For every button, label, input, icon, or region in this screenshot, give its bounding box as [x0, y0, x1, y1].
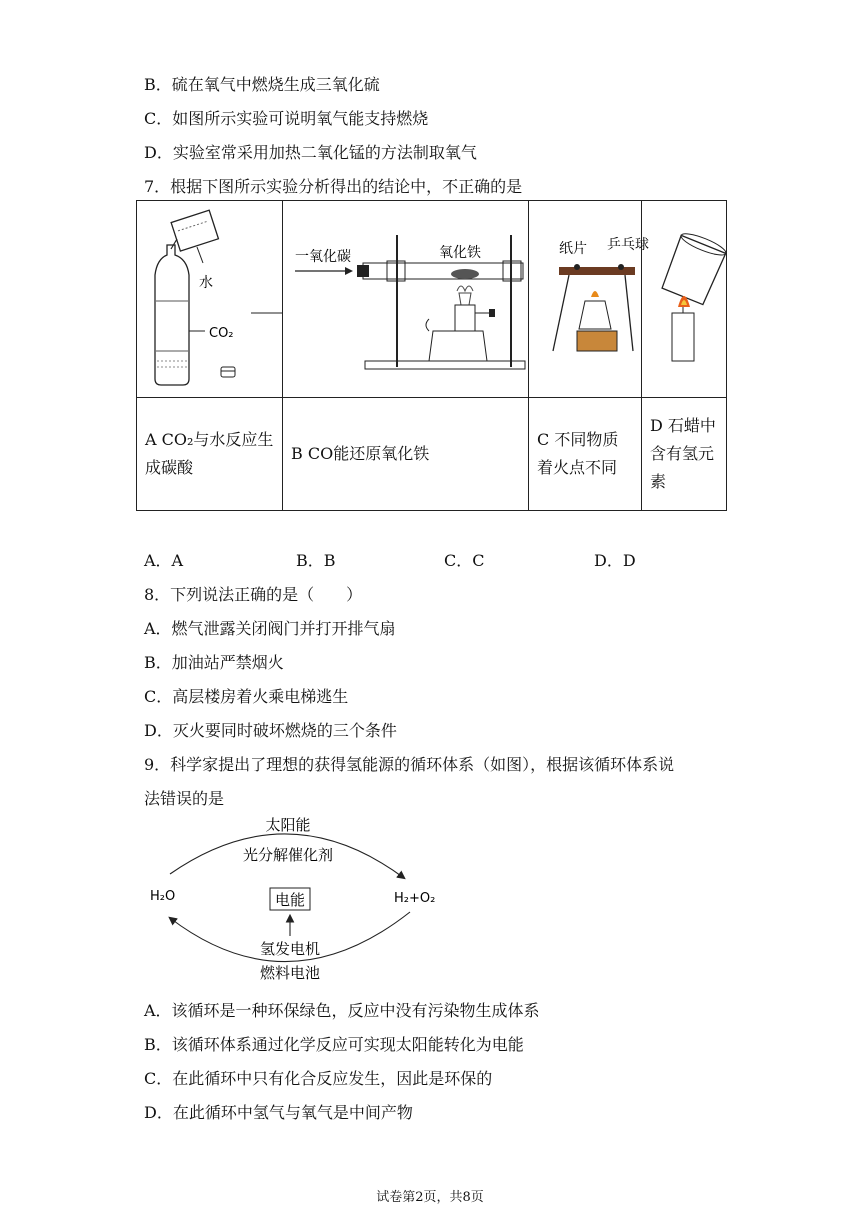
- label-co2: CO₂: [209, 326, 234, 341]
- prev-option-b: B．硫在氧气中燃烧生成三氧化硫: [144, 75, 380, 94]
- ignition-point-figure: [529, 201, 649, 393]
- q9-option-b: B．该循环体系通过化学反应可实现太阳能转化为电能: [144, 1035, 524, 1054]
- hydrogen-cycle-diagram: [140, 810, 460, 988]
- q7-option-a: A．A: [144, 551, 184, 570]
- q8-option-c: C．高层楼房着火乘电梯逃生: [144, 687, 349, 706]
- q8-stem: 8．下列说法正确的是（ ）: [144, 585, 363, 604]
- co-reduction-figure: [283, 201, 528, 393]
- label-h2-o2: H₂+O₂: [394, 891, 436, 906]
- q7-option-c: C．C: [444, 551, 485, 570]
- label-water-h2o: H₂O: [150, 889, 176, 904]
- q8-option-d: D．灭火要同时破坏燃烧的三个条件: [144, 721, 397, 740]
- q7-stem: 7．根据下图所示实验分析得出的结论中，不正确的是: [144, 177, 523, 196]
- figure-d-cell: [642, 201, 727, 398]
- label-pingpong: 乒乓球: [607, 237, 649, 253]
- label-electric-energy: 电能: [274, 891, 306, 909]
- figure-b-cell: [283, 201, 529, 398]
- label-water: 水: [199, 275, 213, 291]
- q8-option-a: A．燃气泄露关闭阀门并打开排气扇: [144, 619, 396, 638]
- page-footer: 试卷第2页，共8页: [376, 1190, 484, 1205]
- q7-option-d: D．D: [594, 551, 636, 570]
- figure-a-cell: [137, 201, 283, 398]
- label-paper: 纸片: [559, 241, 587, 257]
- conclusion-d: D 石蜡中含有氢元素: [642, 398, 727, 511]
- conclusion-a: A CO₂与水反应生成碳酸: [137, 398, 283, 511]
- prev-option-d: D．实验室常采用加热二氧化锰的方法制取氧气: [144, 143, 477, 162]
- figure-c-cell: [529, 201, 649, 398]
- q9-stem-line1: 9．科学家提出了理想的获得氢能源的循环体系（如图），根据该循环体系说: [144, 755, 675, 774]
- conclusion-b: B CO能还原氧化铁: [283, 398, 529, 511]
- conclusion-c: C 不同物质着火点不同: [529, 398, 642, 511]
- q9-option-d: D．在此循环中氢气与氧气是中间产物: [144, 1103, 413, 1122]
- label-co: 一氧化碳: [295, 249, 351, 265]
- prev-option-c: C．如图所示实验可说明氧气能支持燃烧: [144, 109, 429, 128]
- q7-experiment-table: [136, 200, 727, 511]
- q9-option-a: A．该循环是一种环保绿色，反应中没有污染物生成体系: [144, 1001, 540, 1020]
- label-solar-energy: 太阳能: [265, 816, 311, 834]
- candle-beaker-figure: [642, 201, 726, 393]
- label-photocatalyst: 光分解催化剂: [242, 846, 334, 864]
- q8-option-b: B．加油站严禁烟火: [144, 653, 284, 672]
- q9-option-c: C．在此循环中只有化合反应发生，因此是环保的: [144, 1069, 493, 1088]
- q7-option-b: B．B: [296, 551, 336, 570]
- q7-options: [144, 548, 704, 572]
- co2-bottle-figure: [137, 201, 282, 393]
- label-iron-oxide: 氧化铁: [439, 245, 481, 261]
- label-hydrogen-generator: 氢发电机: [259, 940, 321, 958]
- label-fuel-cell: 燃料电池: [259, 964, 321, 982]
- q9-stem-line2: 法错误的是: [144, 789, 225, 808]
